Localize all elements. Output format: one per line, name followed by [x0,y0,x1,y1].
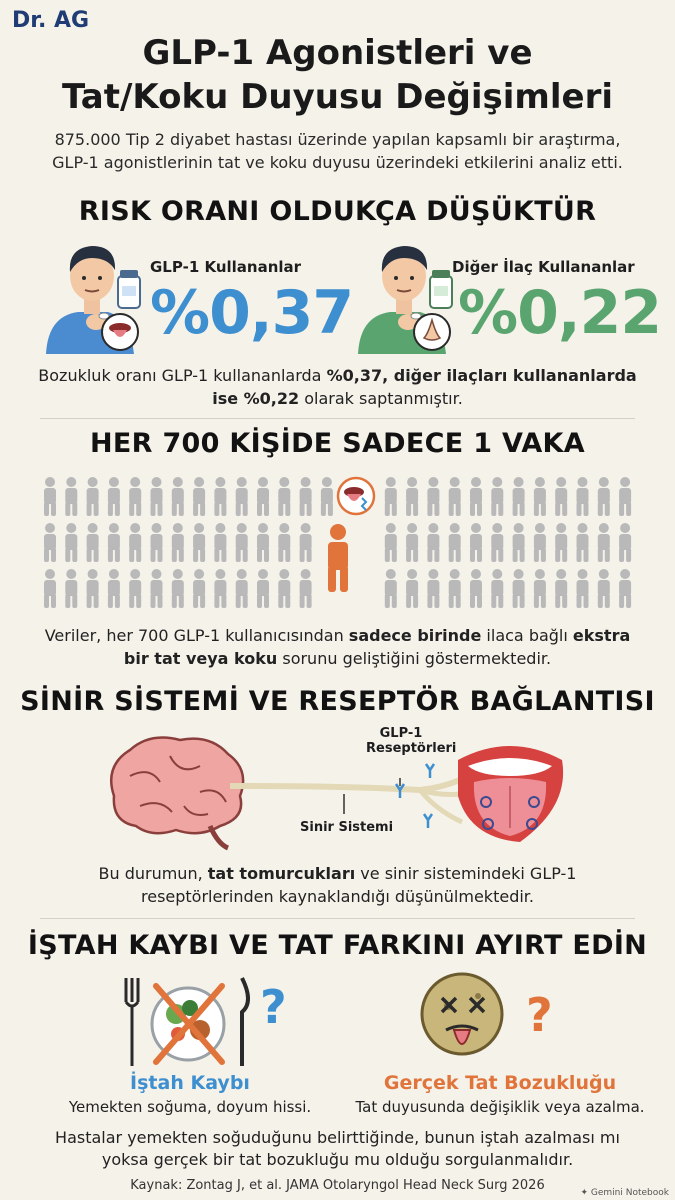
glp1-users-label: GLP-1 Kullananlar [150,258,302,276]
crowd-person-icon [129,523,141,562]
watermark-text: Gemini Notebook [590,1188,669,1198]
nervous-description-line2: reseptörlerinden kaynaklandığı düşünülmektedir. [141,887,534,906]
crowd-person-icon [257,523,269,562]
risk-desc-part-a: Bozukluk oranı GLP-1 kullananlarda [38,366,327,385]
crowd-person-icon [214,477,226,516]
crowd-person-icon [491,477,503,516]
crowd-person-icon [236,523,248,562]
crowd-person-icon [427,569,439,608]
receptor-label-line2: Reseptörleri [366,741,457,756]
crowd-person-icon [577,523,589,562]
crowd-person-icon [555,477,567,516]
crowd-person-icon [555,569,567,608]
other-drug-user-illustration [350,236,462,356]
ratio-description-line1 [20,624,655,647]
crowd-person-icon [193,477,205,516]
crowd-person-icon [470,477,482,516]
crowd-person-icon [151,523,163,562]
crowd-person-icon [449,523,461,562]
crowd-person-icon [193,523,205,562]
crowd-person-icon [300,569,312,608]
ratio-desc-part-d: ekstra [572,626,631,645]
nervous-heading: SİNİR SİSTEMİ VE RESEPTÖR BAĞLANTISI [20,686,655,717]
appetite-loss-desc: Yemekten soğuma, doyum hissi. [68,1098,312,1116]
ratio-description-line2 [20,647,655,670]
taste-disorder-desc: Tat duyusunda değişiklik veya azalma. [355,1098,645,1116]
glp1-user-illustration [38,236,150,356]
crowd-person-icon [257,477,269,516]
crowd-person-icon [577,477,589,516]
appetite-loss-title: İştah Kaybı [130,1072,250,1094]
dizzy-face-icon [412,966,512,1066]
taste-disorder-title: Gerçek Tat Bozukluğu [383,1072,617,1094]
section-divider [40,418,635,419]
crowd-person-icon [193,569,205,608]
crowd-person-icon [598,477,610,516]
other-drug-rate-value: %0,22 [458,278,662,348]
crowd-person-icon [427,477,439,516]
crowd-person-icon [172,569,184,608]
crowd-person-icon [172,477,184,516]
question-mark-left: ? [260,980,287,1034]
other-drug-users-label: Diğer İlaç Kullananlar [452,258,635,276]
section-divider [40,918,635,919]
crowd-person-icon [427,523,439,562]
crowd-person-icon [129,477,141,516]
highlighted-person-icon [318,476,388,596]
crowd-person-icon [619,523,631,562]
crowd-person-icon [300,523,312,562]
appetite-description-line1: Hastalar yemekten soğuduğunu belirttiğinde, bunun iştah azalması mı [55,1128,620,1147]
mouth-tongue-icon [458,746,563,842]
crowd-person-icon [87,523,99,562]
page-title-line1: GLP-1 Agonistleri ve [142,33,533,73]
appetite-description-line2: yoksa gerçek bir tat bozukluğu mu olduğu sorgulanmalıdır. [101,1150,574,1169]
crowd-person-icon [513,569,525,608]
crowd-person-icon [406,523,418,562]
crowd-person-icon [598,523,610,562]
crowd-person-icon [513,523,525,562]
glp1-rate-value: %0,37 [150,278,354,348]
appetite-heading: İŞTAH KAYBI VE TAT FARKINI AYIRT EDİN [27,930,648,961]
crowd-person-icon [598,569,610,608]
ratio-desc-part-c: ilaca bağlı [481,626,573,645]
risk-description-line2 [20,387,655,410]
nervous-description-line1 [20,862,655,885]
crowd-person-icon [236,477,248,516]
crowd-person-icon [214,523,226,562]
crowd-person-icon [151,477,163,516]
crowd-person-icon [491,523,503,562]
receptor-label-line1: GLP-1 [379,726,423,741]
risk-desc-part-b: %0,37, diğer ilaçları kullananlarda [326,366,637,385]
risk-desc-part-d: olarak saptanmıştır. [299,389,463,408]
crowd-person-icon [172,523,184,562]
question-mark-right: ? [526,988,553,1042]
risk-desc-part-c: ise %0,22 [212,389,300,408]
crowd-person-icon [129,569,141,608]
brand-logo: Dr. AG [12,8,90,33]
crowd-person-icon [619,569,631,608]
crowd-person-icon [449,569,461,608]
crowd-person-icon [44,477,56,516]
crowd-person-icon [619,477,631,516]
nervous-desc-part-a: Bu durumun, [98,864,208,883]
page-title-line2: Tat/Koku Duyusu Değişimleri [62,77,613,117]
watermark-badge: ✦ Gemini Notebook [580,1188,669,1198]
crowd-person-icon [406,569,418,608]
crowd-person-icon [65,477,77,516]
crowd-person-icon [534,569,546,608]
crowd-person-icon [300,477,312,516]
crowd-person-icon [151,569,163,608]
intro-line1: 875.000 Tip 2 diyabet hastası üzerinde yapılan kapsamlı bir araştırma, [54,130,621,149]
receptor-label [366,726,457,756]
crowd-person-icon [87,477,99,516]
crowd-person-icon [513,477,525,516]
crowd-person-icon [278,523,290,562]
source-citation: Kaynak: Zontag J, et al. JAMA Otolaryngol Head Neck Surg 2026 [130,1178,545,1193]
crowd-person-icon [108,523,120,562]
crowd-person-icon [555,523,567,562]
crowd-person-icon [257,569,269,608]
nerve-system-label: Sinir Sistemi [300,820,394,835]
crowd-person-icon [449,477,461,516]
crowd-person-icon [44,569,56,608]
crowd-person-icon [65,523,77,562]
crowd-person-icon [278,569,290,608]
crowd-person-icon [87,569,99,608]
brain-to-tongue-diagram [100,726,570,856]
crowd-person-icon [577,569,589,608]
nervous-desc-part-b: tat tomurcukları [207,864,356,883]
crowd-person-icon [470,569,482,608]
risk-heading: RISK ORANI OLDUKÇA DÜŞÜKTÜR [78,196,597,227]
crowd-person-icon [236,569,248,608]
crowd-person-icon [491,569,503,608]
ratio-heading: HER 700 KİŞİDE SADECE 1 VAKA [90,428,585,459]
nervous-desc-part-c: ve sinir sistemindeki GLP-1 [355,864,577,883]
crowd-person-icon [470,523,482,562]
ratio-desc-part-a: Veriler, her 700 GLP-1 kullanıcısından [44,626,349,645]
crowd-person-icon [278,477,290,516]
ratio-desc-part-b: sadece birinde [348,626,482,645]
intro-line2: GLP-1 agonistlerinin tat ve koku duyusu üzerindeki etkilerini analiz etti. [52,153,623,172]
crowd-person-icon [214,569,226,608]
ratio-desc-part-e: bir tat veya koku [123,649,278,668]
ratio-desc-part-f: sorunu geliştiğini göstermektedir. [277,649,552,668]
brain-icon [111,738,243,848]
risk-description-line1 [20,364,655,387]
crowd-person-icon [534,477,546,516]
crowd-person-icon [406,477,418,516]
crowd-person-icon [44,523,56,562]
plate-crossed-icon [118,972,258,1072]
crowd-person-icon [108,569,120,608]
crowd-person-icon [534,523,546,562]
crowd-person-icon [65,569,77,608]
crowd-person-icon [108,477,120,516]
